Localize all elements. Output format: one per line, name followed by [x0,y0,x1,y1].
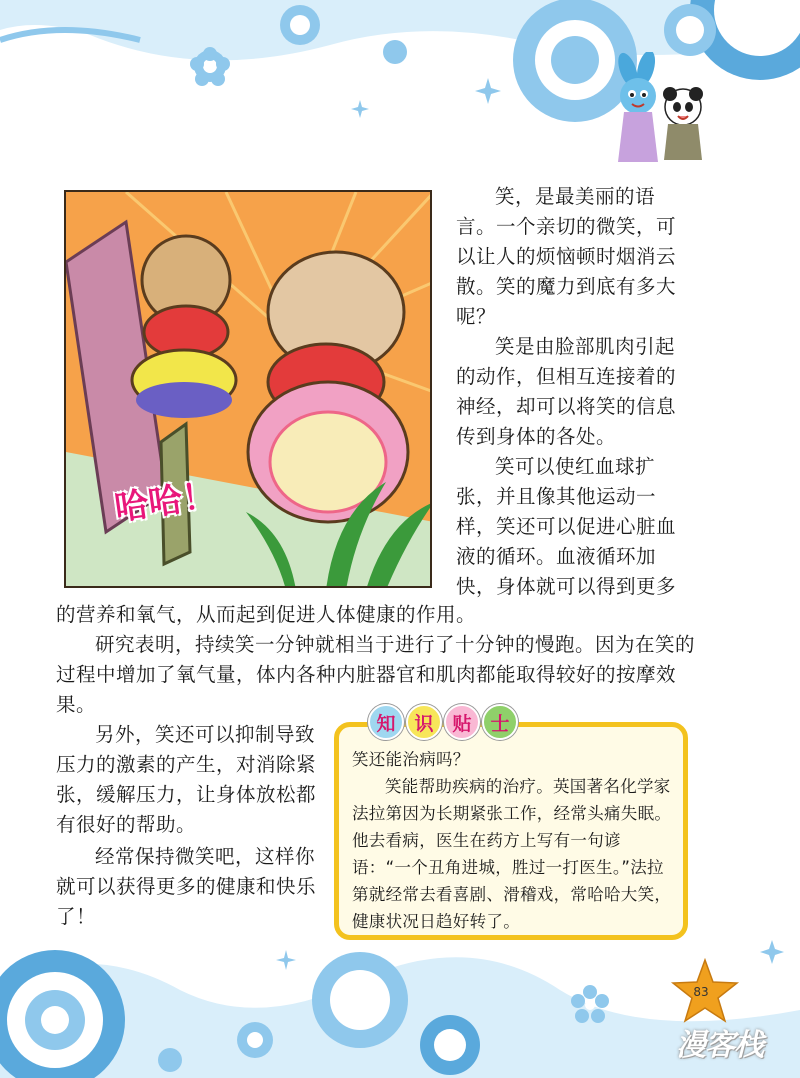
paragraph-muscles: 笑是由脸部肌肉引起的动作，但相互连接着的神经，却可以将笑的信息传到身体的各处。 [456,335,677,448]
tip-body: 笑能帮助疾病的治疗。英国著名化学家法拉第因为长期紧张工作，经常头痛失眠。他去看病，医生在药方上写有一句谚语：“一个丑角进城，胜过一打医生。”法拉第就经常去看喜剧、滑稽戏，常哈哈大笑，健康状况日趋好转了。 [352,777,672,931]
tip-badge-2: 识 [406,704,442,740]
paragraph-intro: 笑，是最美丽的语言。一个亲切的微笑，可以让人的烦恼顿时烟消云散。笑的魔力到底有多大呢？ [456,185,677,328]
illustration-laugh-text: 哈哈！ [112,475,219,529]
cartoon-illustration [64,190,432,588]
paragraph-closing: 经常保持微笑吧，这样你就可以获得更多的健康和快乐了！ [56,845,317,928]
watermark-logo: 漫客栈 [676,1028,763,1063]
paragraph-research: 研究表明，持续笑一分钟就相当于进行了十分钟的慢跑。因为在笑的过程中增加了氧气量，体内各种内脏器官和肌肉都能取得较好的按摩效果。 [56,633,696,716]
tip-badge-3: 贴 [444,704,480,740]
tip-badge-4: 士 [482,704,518,740]
paragraph-stress: 另外，笑还可以抑制导致压力的激素的产生，对消除紧张，缓解压力，让身体放松都有很好的帮助。 [56,723,317,836]
tip-question: 笑还能治病吗？ [352,750,470,769]
paragraph-blood: 笑可以使红血球扩张，并且像其他运动一样，笑还可以促进心脏血液的循环。血液循环加快，身体就可以得到更多 [456,455,677,598]
page-number: 83 [693,985,709,999]
tip-badge-1: 知 [368,704,404,740]
paragraph-continuation: 的营养和氧气，从而起到促进人体健康的作用。 [56,603,477,626]
cartoon-characters [598,52,728,172]
knowledge-tip-title [368,704,518,740]
